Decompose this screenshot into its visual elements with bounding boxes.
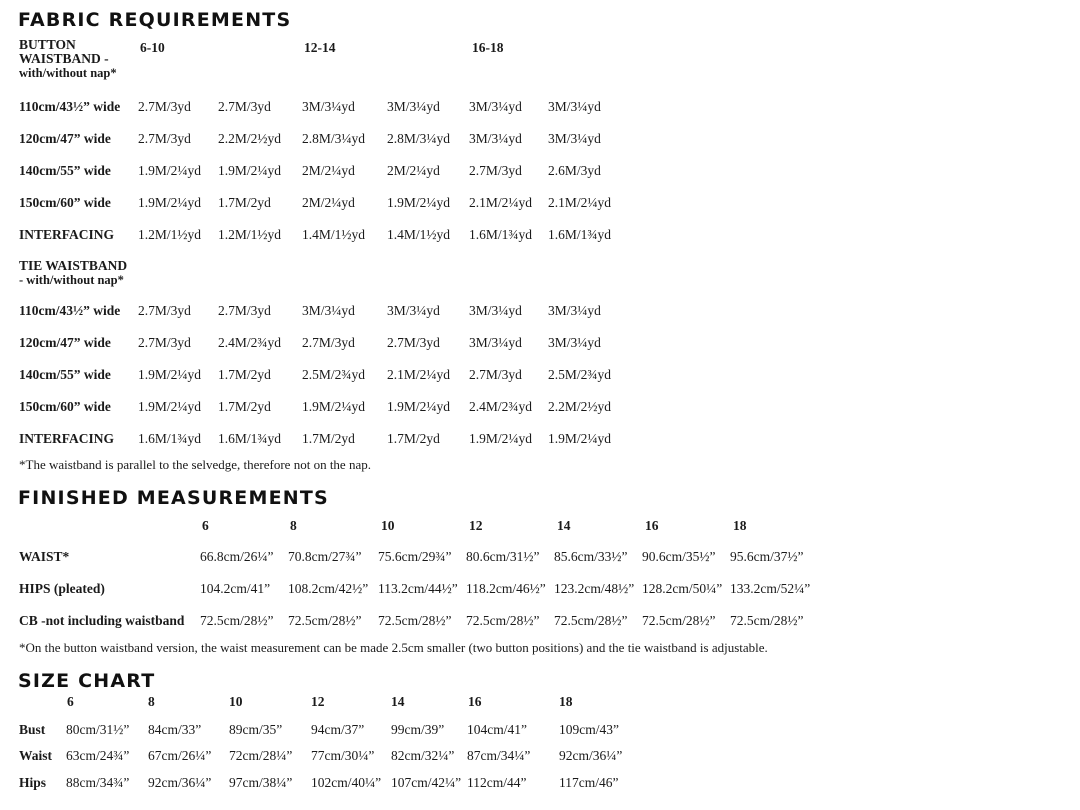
- button-waistband-row-label: 120cm/47” wide: [19, 131, 111, 146]
- button-waistband-cell: 2.1M/2¼yd: [469, 195, 533, 210]
- finished-cell: 90.6cm/35½”: [642, 549, 716, 564]
- finished-size-header: 6: [202, 518, 209, 533]
- button-heading-line-1: BUTTON: [19, 37, 76, 52]
- tie-waistband-cell: 1.9M/2¼yd: [469, 431, 533, 446]
- size-chart-header: 14: [391, 694, 405, 709]
- size-chart-cell: 67cm/26¼”: [148, 748, 212, 763]
- button-heading-sub: with/without nap*: [19, 66, 117, 80]
- tie-waistband-cell: 1.9M/2¼yd: [138, 399, 202, 414]
- size-chart-cell: 87cm/34¼”: [467, 748, 531, 763]
- size-chart-cell: 107cm/42¼”: [391, 775, 462, 790]
- size-chart-cell: 72cm/28¼”: [229, 748, 293, 763]
- button-heading-line-2: WAISTBAND -: [19, 51, 109, 66]
- finished-size-header: 10: [381, 518, 395, 533]
- tie-waistband-cell: 2.4M/2¾yd: [218, 335, 282, 350]
- button-waistband-cell: 1.2M/1½yd: [138, 227, 202, 242]
- button-waistband-cell: 1.4M/1½yd: [302, 227, 366, 242]
- finished-cell: 133.2cm/52¼”: [730, 581, 811, 596]
- tie-waistband-cell: 2.7M/3yd: [138, 303, 191, 318]
- tie-waistband-row-label: 140cm/55” wide: [19, 367, 111, 382]
- button-waistband-cell: 1.7M/2yd: [218, 195, 271, 210]
- size-chart-cell: 77cm/30¼”: [311, 748, 375, 763]
- finished-size-header: 8: [290, 518, 297, 533]
- tie-waistband-cell: 1.7M/2yd: [302, 431, 355, 446]
- size-header-6-10: 6-10: [140, 40, 165, 55]
- tie-waistband-cell: 1.9M/2¼yd: [387, 399, 451, 414]
- tie-waistband-cell: 2.2M/2½yd: [548, 399, 612, 414]
- tie-waistband-row-label: 110cm/43½” wide: [19, 303, 121, 318]
- size-chart-cell: 112cm/44”: [467, 775, 527, 790]
- size-chart-row-label: Waist: [19, 748, 53, 763]
- size-chart-row-label: Hips: [19, 775, 47, 790]
- button-waistband-cell: 2M/2¼yd: [387, 163, 440, 178]
- finished-size-header: 12: [469, 518, 483, 533]
- button-waistband-cell: 1.2M/1½yd: [218, 227, 282, 242]
- button-waistband-cell: 1.6M/1¾yd: [469, 227, 533, 242]
- finished-cell: 95.6cm/37½”: [730, 549, 804, 564]
- button-waistband-row-label: 110cm/43½” wide: [19, 99, 121, 114]
- button-waistband-cell: 2.7M/3yd: [138, 99, 191, 114]
- fabric-note: *The waistband is parallel to the selvedge, therefore not on the nap.: [19, 457, 371, 472]
- tie-waistband-cell: 2.7M/3yd: [218, 303, 271, 318]
- tie-waistband-cell: 2.7M/3yd: [387, 335, 440, 350]
- size-chart-cell: 94cm/37”: [311, 722, 365, 737]
- size-chart-cell: 102cm/40¼”: [311, 775, 382, 790]
- button-waistband-cell: 2.8M/3¼yd: [302, 131, 366, 146]
- size-chart-header: 6: [67, 694, 74, 709]
- button-waistband-heading: [19, 38, 117, 80]
- tie-waistband-cell: 3M/3¼yd: [548, 303, 601, 318]
- tie-waistband-cell: 1.6M/1¾yd: [138, 431, 202, 446]
- tie-waistband-cell: 2.1M/2¼yd: [387, 367, 451, 382]
- size-chart-cell: 80cm/31½”: [66, 722, 130, 737]
- tie-waistband-cell: 2.7M/3yd: [138, 335, 191, 350]
- finished-row-label: HIPS (pleated): [19, 581, 105, 596]
- finished-measurements-title: FINISHED MEASUREMENTS: [18, 487, 329, 509]
- button-waistband-cell: 2.7M/3yd: [138, 131, 191, 146]
- button-waistband-cell: 1.9M/2¼yd: [138, 163, 202, 178]
- finished-cell: 70.8cm/27¾”: [288, 549, 362, 564]
- finished-size-header: 18: [733, 518, 747, 533]
- size-chart-header: 18: [559, 694, 573, 709]
- button-waistband-row-label: 150cm/60” wide: [19, 195, 111, 210]
- finished-cell: 113.2cm/44½”: [378, 581, 458, 596]
- fabric-requirements-title: FABRIC REQUIREMENTS: [18, 9, 292, 31]
- tie-waistband-cell: 3M/3¼yd: [469, 303, 522, 318]
- size-chart-cell: 104cm/41”: [467, 722, 527, 737]
- button-waistband-cell: 3M/3¼yd: [302, 99, 355, 114]
- size-chart-cell: 109cm/43”: [559, 722, 619, 737]
- tie-waistband-cell: 1.9M/2¼yd: [302, 399, 366, 414]
- size-chart-header: 16: [468, 694, 482, 709]
- button-waistband-cell: 2.6M/3yd: [548, 163, 601, 178]
- tie-waistband-cell: 3M/3¼yd: [387, 303, 440, 318]
- button-waistband-cell: 1.4M/1½yd: [387, 227, 451, 242]
- tie-waistband-row-label: INTERFACING: [19, 431, 115, 446]
- finished-cell: 72.5cm/28½”: [642, 613, 716, 628]
- finished-cell: 80.6cm/31½”: [466, 549, 540, 564]
- size-chart-header: 12: [311, 694, 325, 709]
- tie-waistband-cell: 1.6M/1¾yd: [218, 431, 282, 446]
- finished-cell: 75.6cm/29¾”: [378, 549, 452, 564]
- finished-cell: 85.6cm/33½”: [554, 549, 628, 564]
- tie-waistband-cell: 2.4M/2¾yd: [469, 399, 533, 414]
- tie-waistband-cell: 1.7M/2yd: [218, 399, 271, 414]
- tie-waistband-cell: 2.5M/2¾yd: [302, 367, 366, 382]
- tie-waistband-row-label: 120cm/47” wide: [19, 335, 111, 350]
- finished-note: *On the button waistband version, the waist measurement can be made 2.5cm smaller (two button positions) and the tie waistband is adjustable.: [19, 640, 768, 655]
- button-waistband-row-label: INTERFACING: [19, 227, 115, 242]
- tie-waistband-row-label: 150cm/60” wide: [19, 399, 111, 414]
- size-header-12-14: 12-14: [304, 40, 336, 55]
- finished-cell: 72.5cm/28½”: [466, 613, 540, 628]
- size-chart-row-label: Bust: [19, 722, 46, 737]
- button-waistband-cell: 2.8M/3¼yd: [387, 131, 451, 146]
- finished-size-header: 14: [557, 518, 571, 533]
- button-waistband-cell: 1.6M/1¾yd: [548, 227, 612, 242]
- button-waistband-cell: 3M/3¼yd: [548, 99, 601, 114]
- size-chart-cell: 97cm/38¼”: [229, 775, 293, 790]
- size-chart-cell: 99cm/39”: [391, 722, 445, 737]
- finished-cell: 72.5cm/28½”: [378, 613, 452, 628]
- button-waistband-row-label: 140cm/55” wide: [19, 163, 111, 178]
- size-header-16-18: 16-18: [472, 40, 504, 55]
- finished-cell: 118.2cm/46½”: [466, 581, 546, 596]
- button-waistband-cell: 2M/2¼yd: [302, 163, 355, 178]
- button-waistband-cell: 1.9M/2¼yd: [218, 163, 282, 178]
- finished-cell: 66.8cm/26¼”: [200, 549, 274, 564]
- button-waistband-cell: 1.9M/2¼yd: [387, 195, 451, 210]
- button-waistband-cell: 3M/3¼yd: [469, 99, 522, 114]
- finished-cell: 72.5cm/28½”: [554, 613, 628, 628]
- tie-waistband-cell: 3M/3¼yd: [548, 335, 601, 350]
- finished-size-header: 16: [645, 518, 659, 533]
- tie-waistband-cell: 3M/3¼yd: [302, 303, 355, 318]
- finished-cell: 104.2cm/41”: [200, 581, 271, 596]
- size-chart-cell: 82cm/32¼”: [391, 748, 455, 763]
- size-chart-cell: 92cm/36¼”: [148, 775, 212, 790]
- finished-cell: 72.5cm/28½”: [288, 613, 362, 628]
- tie-heading-sub: - with/without nap*: [19, 273, 124, 287]
- size-chart-header: 8: [148, 694, 155, 709]
- button-waistband-cell: 3M/3¼yd: [548, 131, 601, 146]
- finished-row-label: WAIST*: [19, 549, 70, 564]
- button-waistband-cell: 2.7M/3yd: [218, 99, 271, 114]
- finished-row-label: CB -not including waistband: [19, 613, 185, 628]
- tie-waistband-cell: 1.9M/2¼yd: [548, 431, 612, 446]
- size-chart-cell: 88cm/34¾”: [66, 775, 130, 790]
- button-waistband-cell: 2.1M/2¼yd: [548, 195, 612, 210]
- button-waistband-cell: 2.7M/3yd: [469, 163, 522, 178]
- tie-waistband-cell: 2.7M/3yd: [302, 335, 355, 350]
- tie-waistband-cell: 2.7M/3yd: [469, 367, 522, 382]
- size-chart-cell: 89cm/35”: [229, 722, 283, 737]
- size-chart-header: 10: [229, 694, 243, 709]
- tie-waistband-heading: [19, 258, 127, 288]
- finished-cell: 123.2cm/48½”: [554, 581, 635, 596]
- tie-waistband-cell: 1.7M/2yd: [218, 367, 271, 382]
- tie-heading-line: TIE WAISTBAND: [19, 258, 128, 273]
- size-chart-cell: 84cm/33”: [148, 722, 202, 737]
- button-waistband-cell: 3M/3¼yd: [469, 131, 522, 146]
- button-waistband-cell: 2M/2¼yd: [302, 195, 355, 210]
- size-chart-cell: 63cm/24¾”: [66, 748, 130, 763]
- tie-waistband-cell: 1.9M/2¼yd: [138, 367, 202, 382]
- button-waistband-cell: 3M/3¼yd: [387, 99, 440, 114]
- finished-cell: 128.2cm/50¼”: [642, 581, 723, 596]
- size-chart-title: SIZE CHART: [18, 670, 156, 692]
- finished-cell: 72.5cm/28½”: [200, 613, 274, 628]
- size-chart-cell: 117cm/46”: [559, 775, 619, 790]
- button-waistband-cell: 1.9M/2¼yd: [138, 195, 202, 210]
- button-waistband-cell: 2.2M/2½yd: [218, 131, 282, 146]
- size-chart-cell: 92cm/36¼”: [559, 748, 623, 763]
- tie-waistband-cell: 1.7M/2yd: [387, 431, 440, 446]
- finished-cell: 108.2cm/42½”: [288, 581, 369, 596]
- tie-waistband-cell: 3M/3¼yd: [469, 335, 522, 350]
- tie-waistband-cell: 2.5M/2¾yd: [548, 367, 612, 382]
- finished-cell: 72.5cm/28½”: [730, 613, 804, 628]
